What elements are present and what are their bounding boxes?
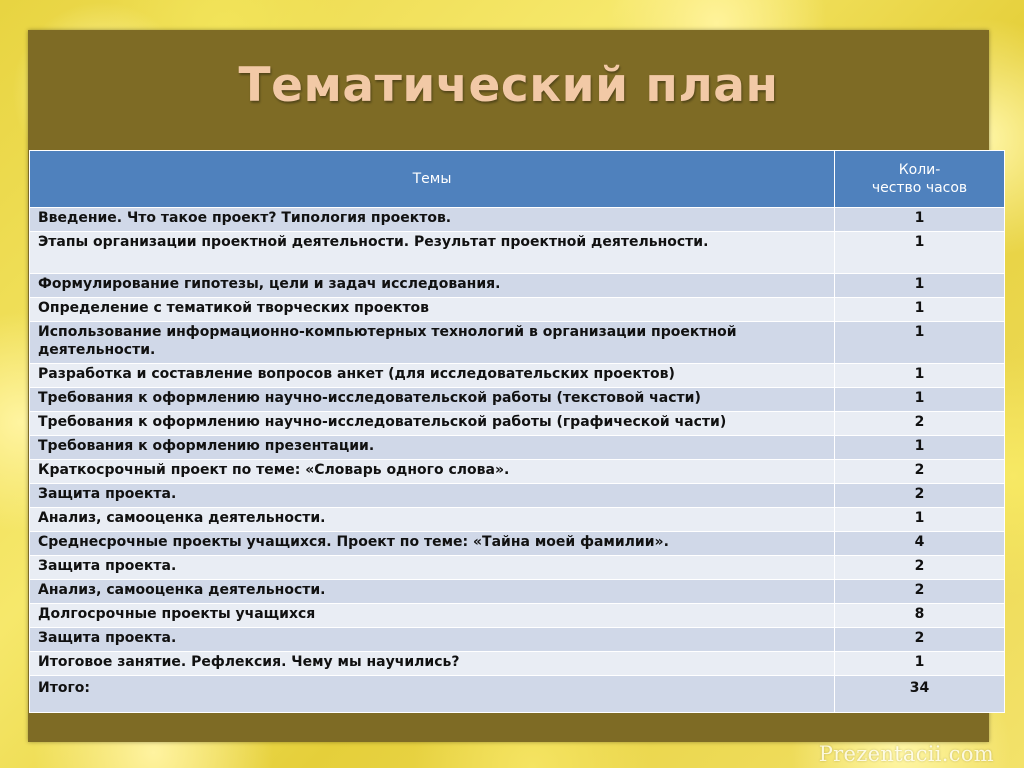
row-topic: Формулирование гипотезы, цели и задач исследования. — [30, 274, 835, 298]
row-hours: 1 — [835, 364, 1005, 388]
row-topic: Долгосрочные проекты учащихся — [30, 604, 835, 628]
watermark-logo: Prezentacii.com — [818, 742, 994, 766]
row-topic: Разработка и составление вопросов анкет (для исследовательских проектов) — [30, 364, 835, 388]
table-row — [30, 532, 1005, 556]
row-hours: 1 — [835, 232, 1005, 274]
table-row — [30, 628, 1005, 652]
header-hours-line2: чество часов — [871, 180, 968, 196]
table-row — [30, 580, 1005, 604]
row-hours: 1 — [835, 208, 1005, 232]
table-row — [30, 412, 1005, 436]
table-row — [30, 484, 1005, 508]
row-hours: 1 — [835, 298, 1005, 322]
row-hours: 2 — [835, 556, 1005, 580]
table-header-row — [30, 151, 1005, 208]
row-topic: Защита проекта. — [30, 628, 835, 652]
header-hours — [835, 151, 1005, 208]
row-hours: 2 — [835, 628, 1005, 652]
row-topic: Требования к оформлению презентации. — [30, 436, 835, 460]
row-hours: 1 — [835, 652, 1005, 676]
thematic-plan-table-wrap — [29, 150, 1004, 713]
row-topic: Этапы организации проектной деятельности. Результат проектной деятельности. — [30, 232, 835, 274]
row-topic: Защита проекта. — [30, 484, 835, 508]
table-row — [30, 436, 1005, 460]
slide-title: Тематический план — [238, 58, 779, 113]
row-topic: Анализ, самооценка деятельности. — [30, 508, 835, 532]
total-hours: 34 — [835, 676, 1005, 713]
row-topic: Анализ, самооценка деятельности. — [30, 580, 835, 604]
table-row — [30, 298, 1005, 322]
row-hours: 1 — [835, 436, 1005, 460]
table-row — [30, 460, 1005, 484]
row-hours: 2 — [835, 412, 1005, 436]
row-topic: Требования к оформлению научно-исследовательской работы (текстовой части) — [30, 388, 835, 412]
header-topic: Темы — [30, 151, 835, 208]
row-topic: Итоговое занятие. Рефлексия. Чему мы научились? — [30, 652, 835, 676]
row-topic: Использование информационно-компьютерных технологий в организации проектной деятельности. — [30, 322, 835, 364]
row-topic: Краткосрочный проект по теме: «Словарь одного слова». — [30, 460, 835, 484]
thematic-plan-table — [29, 150, 1005, 713]
table-row — [30, 604, 1005, 628]
table-row — [30, 232, 1005, 274]
total-label: Итого: — [30, 676, 835, 713]
row-topic: Требования к оформлению научно-исследовательской работы (графической части) — [30, 412, 835, 436]
table-row — [30, 322, 1005, 364]
table-total-row — [30, 676, 1005, 713]
table-row — [30, 364, 1005, 388]
row-hours: 1 — [835, 508, 1005, 532]
table-row — [30, 208, 1005, 232]
table-row — [30, 652, 1005, 676]
table-row — [30, 274, 1005, 298]
row-hours: 4 — [835, 532, 1005, 556]
row-hours: 1 — [835, 274, 1005, 298]
row-topic: Среднесрочные проекты учащихся. Проект по теме: «Тайна моей фамилии». — [30, 532, 835, 556]
row-hours: 1 — [835, 388, 1005, 412]
row-topic: Защита проекта. — [30, 556, 835, 580]
row-topic: Введение. Что такое проект? Типология проектов. — [30, 208, 835, 232]
row-hours: 8 — [835, 604, 1005, 628]
header-hours-line1: Коли- — [898, 162, 941, 178]
table-row — [30, 556, 1005, 580]
table-row — [30, 508, 1005, 532]
row-hours: 2 — [835, 580, 1005, 604]
row-topic: Определение с тематикой творческих проектов — [30, 298, 835, 322]
table-row — [30, 388, 1005, 412]
row-hours: 2 — [835, 460, 1005, 484]
row-hours: 2 — [835, 484, 1005, 508]
row-hours: 1 — [835, 322, 1005, 364]
